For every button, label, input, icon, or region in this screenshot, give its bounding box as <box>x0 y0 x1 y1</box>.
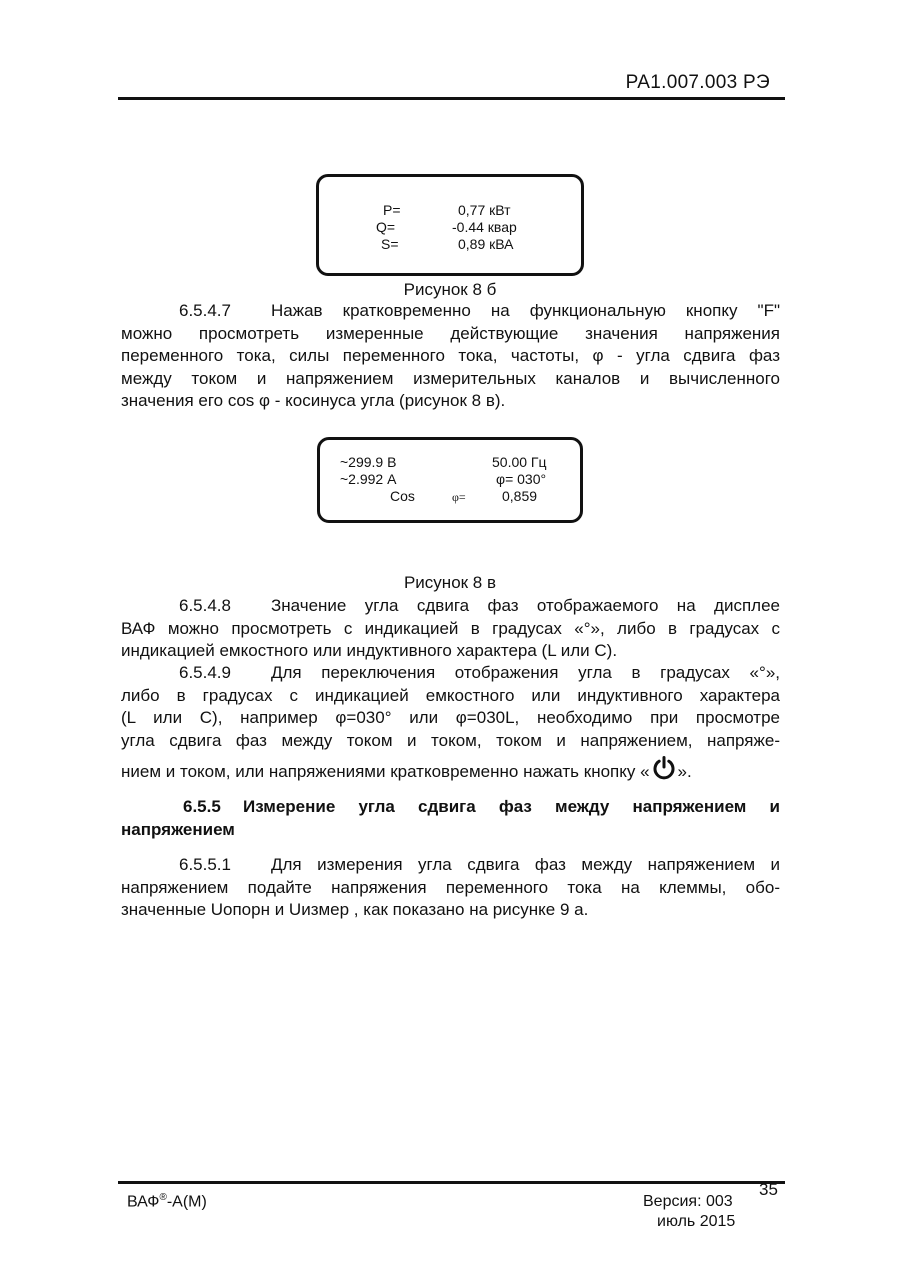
release-date: июль 2015 <box>657 1213 736 1230</box>
power-s-value: 0,89 кВА <box>458 236 514 252</box>
paragraph-6-5-4-8 <box>121 595 780 663</box>
current-reading: ~2.992 А <box>340 471 397 487</box>
paragraph-line <box>121 755 780 785</box>
header-divider <box>118 97 785 100</box>
paragraph-6-5-5-1 <box>121 854 780 922</box>
paragraph-text: Для измерения угла сдвига фаз между напряжением и <box>271 855 780 874</box>
heading-line <box>121 796 780 819</box>
device-display-figure-8v <box>317 437 583 523</box>
section-title: Измерение угла сдвига фаз между напряжением и <box>243 797 780 816</box>
clause-number: 6.5.4.8 <box>179 596 231 615</box>
paragraph-line: (L или C), например φ=030° или φ=030L, необходимо при просмотре <box>121 708 780 727</box>
clause-number: 6.5.4.9 <box>179 663 231 682</box>
product-name-text: ВАФ <box>127 1193 160 1211</box>
document-code: РА1.007.003 РЭ <box>625 72 770 93</box>
power-p-label: P= <box>383 202 401 218</box>
section-number: 6.5.5 <box>183 797 221 816</box>
paragraph-text: Нажав кратковременно на функциональную кнопку "F" <box>271 301 780 320</box>
page-number: 35 <box>759 1180 778 1199</box>
registered-mark: ® <box>159 1192 167 1203</box>
paragraph-text: Значение угла сдвига фаз отображаемого на дисплее <box>271 596 780 615</box>
section-heading-6-5-5 <box>121 796 780 841</box>
cos-phi-value: 0,859 <box>502 488 538 504</box>
heading-line: напряжением <box>121 819 235 839</box>
power-button-icon <box>651 755 677 781</box>
cos-label: Cos <box>390 488 415 504</box>
paragraph-6-5-4-7 <box>121 300 780 413</box>
device-display-figure-8b <box>316 174 584 276</box>
paragraph-line: ВАФ можно просмотреть с индикацией в градусах «°», либо в градусах с <box>121 618 780 638</box>
clause-number: 6.5.5.1 <box>179 855 231 874</box>
paragraph-line: между током и напряжением измерительных каналов и вычисленного <box>121 368 780 388</box>
paragraph-text: нием и током, или напряжениями кратковременно нажать кнопку « <box>121 762 650 781</box>
power-p-value: 0,77 кВт <box>458 202 511 218</box>
paragraph-line: значенные Uопорн и Uизмер , как показано на рисунке 9 а. <box>121 900 589 919</box>
power-q-value: -0.44 квар <box>452 219 517 235</box>
paragraph-line: значения его cos φ - косинуса угла (рисунок 8 в). <box>121 391 506 410</box>
paragraph-line <box>121 595 780 618</box>
paragraph-line: напряжением подайте напряжения переменного тока на клеммы, обо- <box>121 877 780 897</box>
paragraph-line: угла сдвига фаз между током и током, током и напряжением, напряже- <box>121 730 780 750</box>
paragraph-line: либо в градусах с индикацией емкостного или индуктивного характера <box>121 685 780 705</box>
clause-number: 6.5.4.7 <box>179 301 231 320</box>
power-q-label: Q= <box>376 219 396 235</box>
figure-8v-caption: Рисунок 8 в <box>403 573 497 592</box>
paragraph-line <box>121 662 780 685</box>
paragraph-line <box>121 300 780 323</box>
cos-phi-symbol: φ= <box>452 490 466 504</box>
paragraph-text: Для переключения отображения угла в градусах «°», <box>271 663 780 682</box>
product-name <box>127 1192 207 1211</box>
paragraph-line: переменного тока, силы переменного тока, частоты, φ - угла сдвига фаз <box>121 346 780 365</box>
paragraph-text: ». <box>677 762 692 781</box>
paragraph-line: можно просмотреть измеренные действующие значения напряжения <box>121 323 780 343</box>
phase-angle-reading: φ= 030° <box>496 471 547 487</box>
paragraph-line <box>121 854 780 877</box>
paragraph-line: индикацией емкостного или индуктивного характера (L или C). <box>121 641 618 660</box>
paragraph-6-5-4-9 <box>121 662 780 785</box>
power-s-label: S= <box>381 236 399 252</box>
product-model: -А(М) <box>166 1193 207 1211</box>
frequency-reading: 50.00 Гц <box>492 454 547 470</box>
footer-divider <box>118 1181 785 1184</box>
voltage-reading: ~299.9 В <box>340 454 397 470</box>
figure-8b-caption: Рисунок 8 б <box>403 280 497 299</box>
version-label: Версия: 003 <box>643 1193 733 1210</box>
